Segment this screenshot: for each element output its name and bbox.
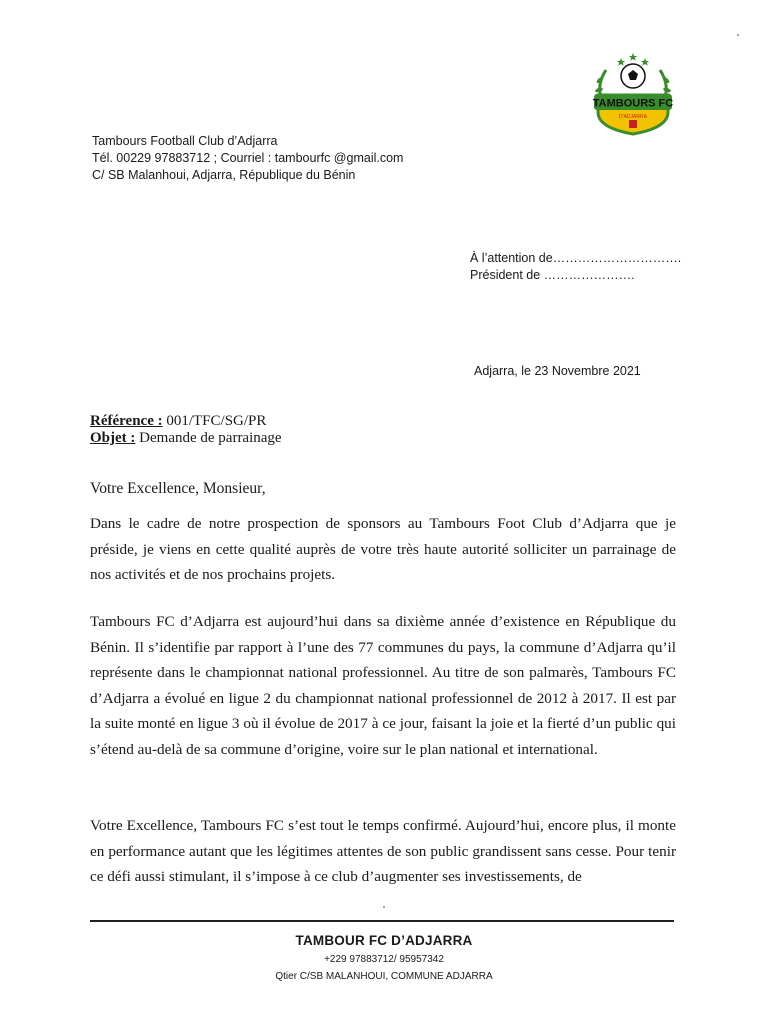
sender-contact: Tél. 00229 97883712 ; Courriel : tambourfc @gmail.com <box>92 151 404 165</box>
footer-phones: +229 97883712/ 95957342 <box>324 954 444 965</box>
footer-club-name: TAMBOUR FC D’ADJARRA <box>295 933 473 948</box>
recipient-attention: À l’attention de…………………………. <box>470 251 682 265</box>
body-paragraph: Votre Excellence, Tambours FC s’est tout le temps confirmé. Aujourd’hui, encore plus, il monte en performance autant que les légitimes attentes de son public grandissent sans cesse. Pour tenir ce défi aussi stimulant, il s’impose à ce club d’augmenter ses investissements, de <box>90 817 676 886</box>
date-line: Adjarra, le 23 Novembre 2021 <box>474 364 641 378</box>
sender-address: C/ SB Malanhoui, Adjarra, République du Bénin <box>92 168 356 182</box>
scan-speck <box>737 34 739 36</box>
object-line <box>90 430 282 447</box>
scan-speck <box>383 906 385 908</box>
logo-title: TAMBOURS FC <box>592 97 674 110</box>
sender-block <box>92 133 403 184</box>
reference-block <box>90 413 282 447</box>
logo-subtitle: D'ADJARRA <box>619 114 647 120</box>
sender-name: Tambours Football Club d’Adjarra <box>92 134 278 148</box>
reference-value: 001/TFC/SG/PR <box>162 413 267 429</box>
footer-divider <box>90 920 674 922</box>
object-label: Objet : <box>90 430 136 446</box>
body-paragraph: Tambours FC d’Adjarra est aujourd’hui dans sa dixième année d’existence en République du Bénin. Il s’identifie par rapport à l’une des 77 communes du pays, la commune d’Adjarra qu’il représente dans le championnat national professionnel. Au titre de son palmarès, Tambours FC d’Adjarra a évolué en ligue 2 du championnat national professionnel de 2012 à 2017. Il est par la suite monté en ligue 3 où il évolue de 2017 à ce jour, faisant la joie et la fierté d’un public qui s’étend au-delà de sa commune d’origine, voire sur le plan national et international. <box>90 613 676 758</box>
body-paragraph: Dans le cadre de notre prospection de sponsors au Tambours Foot Club d’Adjarra que je préside, je viens en cette qualité auprès de votre très haute autorité solliciter un parrainage de nos activités et de nos prochains projets. <box>90 515 676 584</box>
salutation: Votre Excellence, Monsieur, <box>90 480 266 497</box>
reference-line <box>90 413 282 430</box>
recipient-block <box>470 250 681 284</box>
object-value: Demande de parrainage <box>135 430 282 446</box>
footer-address: Qtier C/SB MALANHOUI, COMMUNE ADJARRA <box>275 971 493 982</box>
reference-label: Référence : <box>90 413 163 429</box>
club-logo <box>588 50 678 136</box>
recipient-president: Président de …………………. <box>470 268 635 282</box>
